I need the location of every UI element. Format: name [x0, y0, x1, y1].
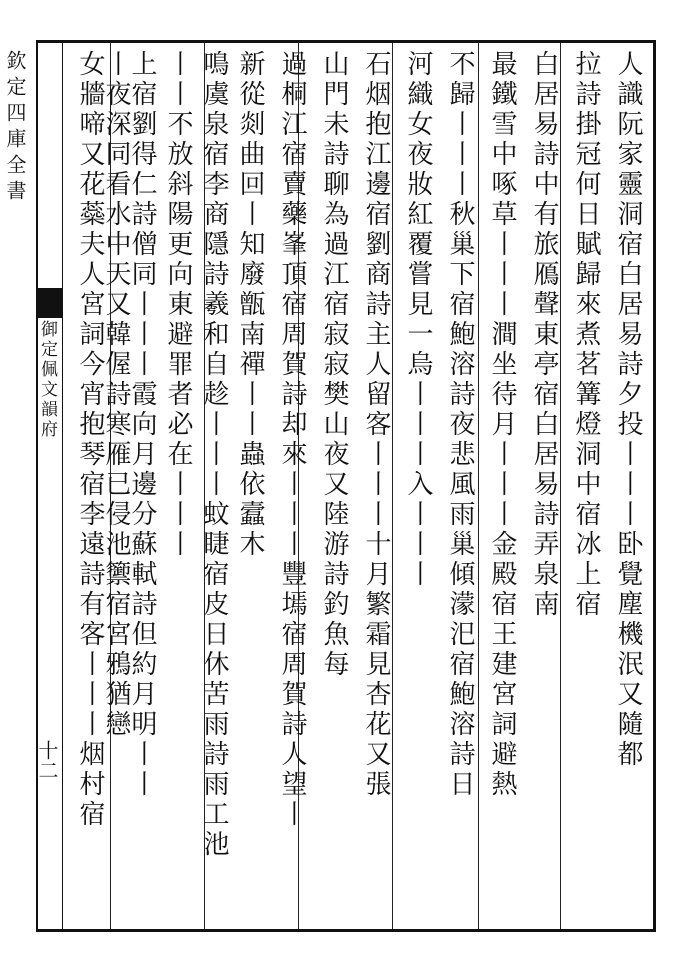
text-column: 最鐵雪中啄草丨丨丨澗坐待月丨丨丨金殿宿王建宮詞避熱	[487, 50, 517, 800]
text-column: 女牆啼又花蘂夫人宮詞今宵抱琴宿李遠詩有客丨丨丨烟村宿	[75, 50, 105, 830]
text-column: 白居易詩中有旅鴈聲東亭宿白居易詩弄泉南	[529, 50, 559, 620]
frame-bottom-border	[36, 929, 656, 932]
text-column: 丨夜深同看水中天又韓偓詩寒雁已侵池籞宿宮鴉猶戀	[101, 50, 131, 740]
gutter-rule	[62, 40, 63, 932]
book-subtitle: 御定佩文韻府	[37, 320, 57, 440]
frame-top-border	[36, 40, 656, 43]
text-column: 丨丨不放斜陽更向東避罪者必在丨丨丨	[163, 50, 193, 560]
text-column: 人識阮家靈洞宿白居易詩夕投丨丨丨卧覺塵機泯又隨都	[613, 50, 643, 770]
page-number: 十二	[35, 740, 59, 780]
text-column: 過桐江宿賣藥峯頂宿周賀詩却來丨丨丨豐墕宿周賀詩人望丨	[277, 50, 307, 830]
book-title: 欽定四庫全書	[3, 50, 27, 206]
text-column: 山門未詩聊為過江宿寂寂樊山夜又陸游詩釣魚每	[319, 50, 349, 680]
text-column: 新從剡曲回丨知廢甑南禪丨丨蟲依蠧木	[235, 50, 265, 560]
fish-tail-mark	[36, 288, 62, 318]
text-column: 石烟抱江邊宿劉商詩主人留客丨丨丨十月繁霜見杏花又張	[361, 50, 391, 800]
text-column: 不歸丨丨丨秋巢下宿鮑溶詩夜悲風雨巢傾濛汜宿鮑溶詩日	[445, 50, 475, 800]
frame-right-border	[653, 40, 656, 932]
text-column: 鳴虞泉宿李商隱詩羲和自趁丨丨丨蚊睫宿皮日休苦雨詩雨工池	[199, 50, 229, 860]
text-column: 拉詩掛冠何日賦歸來煮茗篝燈洞中宿冰上宿	[571, 50, 601, 620]
text-column: 河織女夜妝紅覆嘗見一烏丨丨丨入丨丨丨	[403, 50, 433, 590]
text-column: 上宿劉得仁詩僧同丨丨丨霞向月邊分蘇軾詩但約月明丨丨	[127, 50, 157, 800]
